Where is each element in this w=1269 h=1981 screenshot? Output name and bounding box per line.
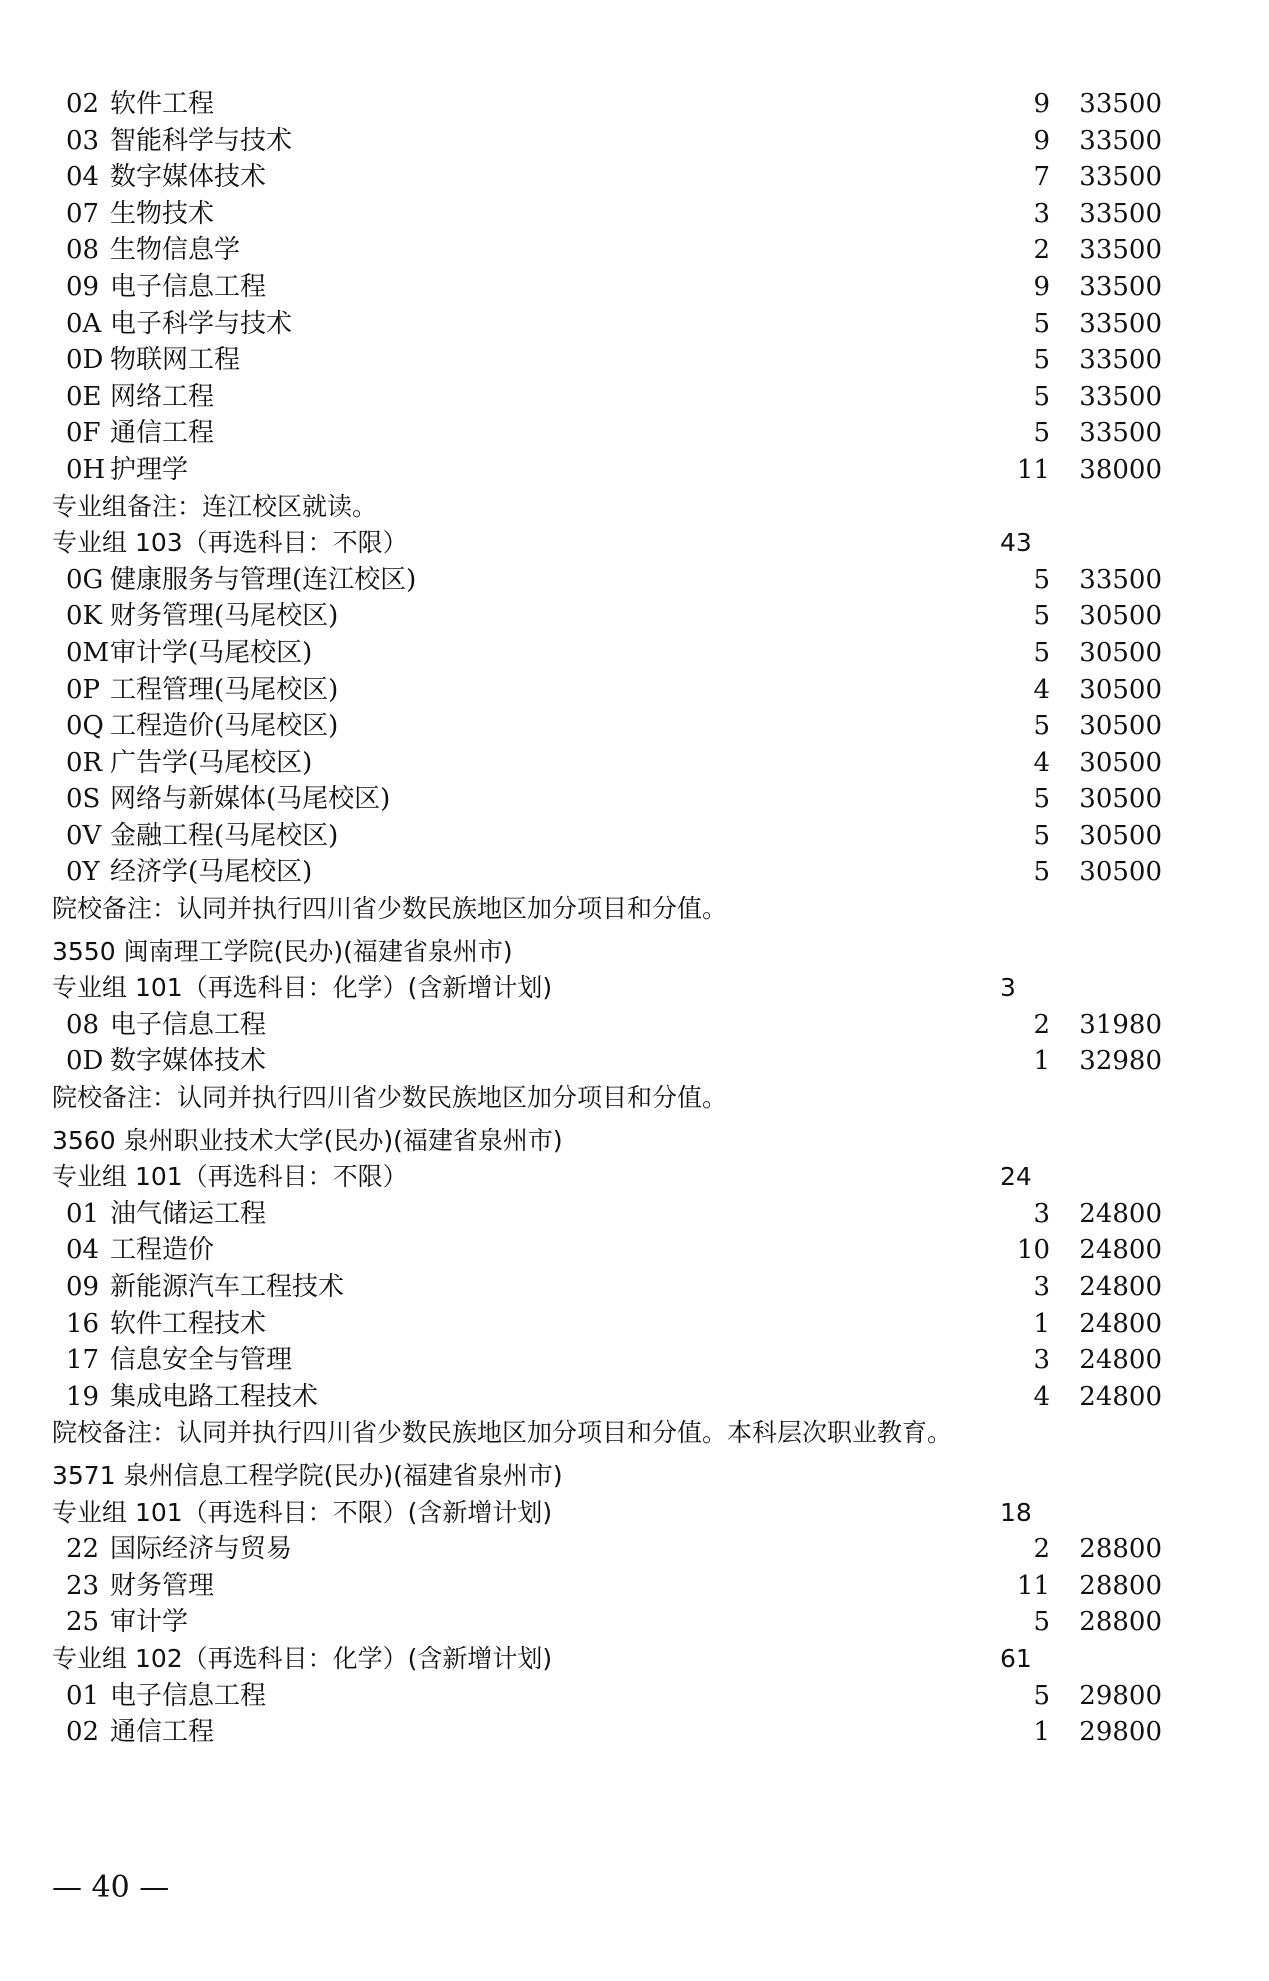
major-code: 0R <box>66 747 103 778</box>
major-row <box>52 1604 1162 1641</box>
major-name: 金融工程(马尾校区) <box>110 820 339 851</box>
major-code: 02 <box>66 89 100 119</box>
major-name: 广告学(马尾校区) <box>110 747 313 778</box>
major-row <box>52 781 1162 818</box>
plan-count: 11 <box>1016 454 1050 485</box>
remark-text: 认同并执行四川省少数民族地区加分项目和分值。 <box>177 1083 728 1113</box>
major-name: 审计学 <box>110 1607 189 1638</box>
major-name: 数字媒体技术 <box>110 162 267 193</box>
major-group-header <box>52 525 1162 562</box>
major-row <box>52 159 1162 196</box>
major-name: 审计学(马尾校区) <box>110 637 313 668</box>
remark-row <box>52 891 1162 928</box>
major-group-header <box>52 970 1162 1007</box>
major-code: 0S <box>66 784 101 815</box>
major-name: 工程造价 <box>110 1235 215 1266</box>
major-row <box>52 86 1162 123</box>
plan-count: 5 <box>1033 1680 1050 1711</box>
major-code: 02 <box>66 1717 100 1748</box>
tuition-fee: 33500 <box>1079 198 1162 229</box>
major-row <box>52 708 1162 745</box>
major-code: 01 <box>66 1198 100 1229</box>
major-name: 电子信息工程 <box>110 271 267 302</box>
plan-count: 5 <box>1033 784 1050 815</box>
major-group-title: 专业组 103（再选科目：不限） <box>52 528 408 558</box>
major-name: 信息安全与管理 <box>110 1345 293 1376</box>
major-row <box>52 379 1162 416</box>
tuition-fee: 33500 <box>1079 308 1162 339</box>
major-name: 财务管理(马尾校区) <box>110 601 339 632</box>
major-row <box>52 598 1162 635</box>
major-name: 生物信息学 <box>110 235 241 266</box>
plan-count: 5 <box>1033 308 1050 339</box>
plan-count: 3 <box>1033 1272 1050 1302</box>
plan-count: 4 <box>1033 1381 1050 1412</box>
plan-count: 2 <box>1033 235 1050 266</box>
remark <box>52 1080 727 1117</box>
school-header <box>52 1458 1162 1495</box>
major-code: 09 <box>66 271 100 302</box>
remark-label: 院校备注： <box>52 894 178 924</box>
major-code: 04 <box>66 1235 100 1266</box>
major-row <box>52 269 1162 306</box>
major-name: 工程管理(马尾校区) <box>110 674 339 705</box>
major-code: 0G <box>66 564 104 595</box>
tuition-fee: 33500 <box>1079 162 1162 193</box>
group-plan-count: 24 <box>1000 1162 1032 1192</box>
tuition-fee: 24800 <box>1079 1308 1162 1339</box>
tuition-fee: 33500 <box>1079 564 1162 595</box>
tuition-fee: 30500 <box>1079 711 1162 742</box>
major-row <box>52 1714 1162 1751</box>
tuition-fee: 30500 <box>1079 637 1162 668</box>
plan-count: 5 <box>1033 381 1050 412</box>
major-name: 智能科学与技术 <box>110 125 293 156</box>
major-name: 通信工程 <box>110 418 215 449</box>
major-row <box>52 1678 1162 1715</box>
school-title: 3560 泉州职业技术大学(民办)(福建省泉州市) <box>52 1125 563 1155</box>
major-name: 工程造价(马尾校区) <box>110 711 339 742</box>
plan-count: 4 <box>1033 747 1050 778</box>
tuition-fee: 33500 <box>1079 125 1162 156</box>
tuition-fee: 29800 <box>1079 1680 1162 1711</box>
tuition-fee: 28800 <box>1079 1607 1162 1638</box>
tuition-fee: 24800 <box>1079 1381 1162 1412</box>
tuition-fee: 33500 <box>1079 89 1162 119</box>
major-code: 0K <box>66 601 102 632</box>
remark-text: 认同并执行四川省少数民族地区加分项目和分值。 <box>177 894 728 924</box>
plan-count: 7 <box>1033 162 1050 193</box>
tuition-fee: 29800 <box>1079 1717 1162 1748</box>
plan-count: 4 <box>1033 674 1050 705</box>
school-title: 3550 闽南理工学院(民办)(福建省泉州市) <box>52 936 513 966</box>
plan-count: 5 <box>1033 711 1050 742</box>
plan-count: 5 <box>1033 820 1050 851</box>
major-row <box>52 342 1162 379</box>
major-group-title: 专业组 101（再选科目：化学）(含新增计划) <box>52 973 553 1003</box>
plan-count: 1 <box>1033 1717 1050 1748</box>
remark <box>52 891 727 928</box>
tuition-fee: 38000 <box>1079 454 1162 485</box>
major-name: 物联网工程 <box>110 345 241 376</box>
plan-count: 5 <box>1033 1607 1050 1638</box>
major-code: 23 <box>66 1570 100 1601</box>
plan-count: 9 <box>1033 89 1050 119</box>
major-row <box>52 1043 1162 1080</box>
major-row <box>52 306 1162 343</box>
major-name: 网络与新媒体(马尾校区) <box>110 784 391 815</box>
remark-row <box>52 489 1162 526</box>
major-name: 电子信息工程 <box>110 1680 267 1711</box>
tuition-fee: 28800 <box>1079 1570 1162 1601</box>
major-row <box>52 1306 1162 1343</box>
major-code: 09 <box>66 1272 100 1302</box>
plan-count: 5 <box>1033 857 1050 888</box>
plan-count: 2 <box>1033 1009 1050 1040</box>
major-code: 25 <box>66 1607 100 1638</box>
major-code: 0Y <box>66 857 100 888</box>
major-code: 04 <box>66 162 100 193</box>
major-name: 软件工程 <box>110 89 215 119</box>
major-code: 07 <box>66 198 100 229</box>
school-header <box>52 1123 1162 1160</box>
tuition-fee: 32980 <box>1079 1046 1162 1077</box>
major-code: 19 <box>66 1381 100 1412</box>
tuition-fee: 33500 <box>1079 381 1162 412</box>
major-name: 油气储运工程 <box>110 1198 267 1229</box>
group-plan-count: 3 <box>1000 973 1016 1003</box>
major-row <box>52 562 1162 599</box>
major-code: 08 <box>66 235 100 266</box>
major-row <box>52 1196 1162 1233</box>
tuition-fee: 24800 <box>1079 1345 1162 1376</box>
major-code: 0E <box>66 381 102 412</box>
major-name: 网络工程 <box>110 381 215 412</box>
major-name: 电子信息工程 <box>110 1009 267 1040</box>
remark-label: 院校备注： <box>52 1418 178 1448</box>
major-group-header <box>52 1641 1162 1678</box>
major-row <box>52 818 1162 855</box>
major-row <box>52 672 1162 709</box>
remark <box>52 1415 952 1452</box>
plan-count: 11 <box>1016 1570 1050 1601</box>
plan-count: 3 <box>1033 198 1050 229</box>
group-plan-count: 18 <box>1000 1497 1032 1527</box>
major-group-header <box>52 1159 1162 1196</box>
tuition-fee: 30500 <box>1079 857 1162 888</box>
major-name: 经济学(马尾校区) <box>110 857 313 888</box>
major-code: 08 <box>66 1009 100 1040</box>
major-row <box>52 1007 1162 1044</box>
plan-count: 5 <box>1033 345 1050 376</box>
plan-count: 5 <box>1033 637 1050 668</box>
major-row <box>52 1232 1162 1269</box>
major-code: 01 <box>66 1680 100 1711</box>
tuition-fee: 33500 <box>1079 235 1162 266</box>
tuition-fee: 33500 <box>1079 271 1162 302</box>
tuition-fee: 33500 <box>1079 345 1162 376</box>
major-code: 0A <box>66 308 102 339</box>
major-code: 22 <box>66 1534 100 1565</box>
plan-count: 5 <box>1033 564 1050 595</box>
major-code: 0D <box>66 1046 104 1077</box>
major-name: 健康服务与管理(连江校区) <box>110 564 417 595</box>
remark-label: 专业组备注： <box>52 491 203 521</box>
school-title: 3571 泉州信息工程学院(民办)(福建省泉州市) <box>52 1460 563 1490</box>
plan-count: 5 <box>1033 601 1050 632</box>
remark-row <box>52 1415 1162 1452</box>
major-row <box>52 232 1162 269</box>
major-row <box>52 1269 1162 1306</box>
admission-plan-list <box>52 86 1162 1751</box>
major-name: 国际经济与贸易 <box>110 1534 293 1565</box>
remark <box>52 489 377 526</box>
plan-count: 2 <box>1033 1534 1050 1565</box>
major-name: 护理学 <box>110 454 189 485</box>
major-code: 17 <box>66 1345 100 1376</box>
tuition-fee: 24800 <box>1079 1198 1162 1229</box>
group-plan-count: 61 <box>1000 1643 1032 1673</box>
tuition-fee: 30500 <box>1079 784 1162 815</box>
major-row <box>52 1379 1162 1416</box>
major-name: 电子科学与技术 <box>110 308 293 339</box>
major-row <box>52 745 1162 782</box>
major-row <box>52 196 1162 233</box>
major-code: 0F <box>66 418 101 449</box>
tuition-fee: 30500 <box>1079 601 1162 632</box>
major-name: 集成电路工程技术 <box>110 1381 319 1412</box>
major-row <box>52 1531 1162 1568</box>
tuition-fee: 30500 <box>1079 674 1162 705</box>
major-name: 数字媒体技术 <box>110 1046 267 1077</box>
major-code: 03 <box>66 125 100 156</box>
major-code: 0Q <box>66 711 104 742</box>
tuition-fee: 24800 <box>1079 1272 1162 1302</box>
major-name: 财务管理 <box>110 1570 215 1601</box>
remark-label: 院校备注： <box>52 1083 178 1113</box>
tuition-fee: 33500 <box>1079 418 1162 449</box>
plan-count: 5 <box>1033 418 1050 449</box>
major-group-title: 专业组 101（再选科目：不限） <box>52 1162 408 1192</box>
major-name: 新能源汽车工程技术 <box>110 1272 345 1302</box>
major-code: 0M <box>66 637 110 668</box>
major-name: 通信工程 <box>110 1717 215 1748</box>
remark-text: 连江校区就读。 <box>202 491 378 521</box>
tuition-fee: 24800 <box>1079 1235 1162 1266</box>
plan-count: 1 <box>1033 1046 1050 1077</box>
major-group-title: 专业组 101（再选科目：不限）(含新增计划) <box>52 1497 553 1527</box>
plan-count: 1 <box>1033 1308 1050 1339</box>
tuition-fee: 30500 <box>1079 747 1162 778</box>
tuition-fee: 30500 <box>1079 820 1162 851</box>
plan-count: 3 <box>1033 1345 1050 1376</box>
plan-count: 3 <box>1033 1198 1050 1229</box>
major-code: 0H <box>66 454 106 485</box>
major-code: 0D <box>66 345 104 376</box>
page-number: — 40 — <box>52 1870 170 1905</box>
tuition-fee: 28800 <box>1079 1534 1162 1565</box>
tuition-fee: 31980 <box>1079 1009 1162 1040</box>
major-code: 0V <box>66 820 102 851</box>
plan-count: 9 <box>1033 271 1050 302</box>
major-row <box>52 415 1162 452</box>
major-row <box>52 1568 1162 1605</box>
remark-text: 认同并执行四川省少数民族地区加分项目和分值。本科层次职业教育。 <box>177 1418 953 1448</box>
major-row <box>52 452 1162 489</box>
major-name: 软件工程技术 <box>110 1308 267 1339</box>
group-plan-count: 43 <box>1000 528 1032 558</box>
school-header <box>52 934 1162 971</box>
remark-row <box>52 1080 1162 1117</box>
plan-count: 10 <box>1016 1235 1050 1266</box>
major-row <box>52 635 1162 672</box>
plan-count: 9 <box>1033 125 1050 156</box>
major-row <box>52 123 1162 160</box>
major-code: 16 <box>66 1308 100 1339</box>
major-row <box>52 854 1162 891</box>
major-group-title: 专业组 102（再选科目：化学）(含新增计划) <box>52 1643 553 1673</box>
major-code: 0P <box>66 674 101 705</box>
major-row <box>52 1342 1162 1379</box>
major-group-header <box>52 1495 1162 1532</box>
major-name: 生物技术 <box>110 198 215 229</box>
